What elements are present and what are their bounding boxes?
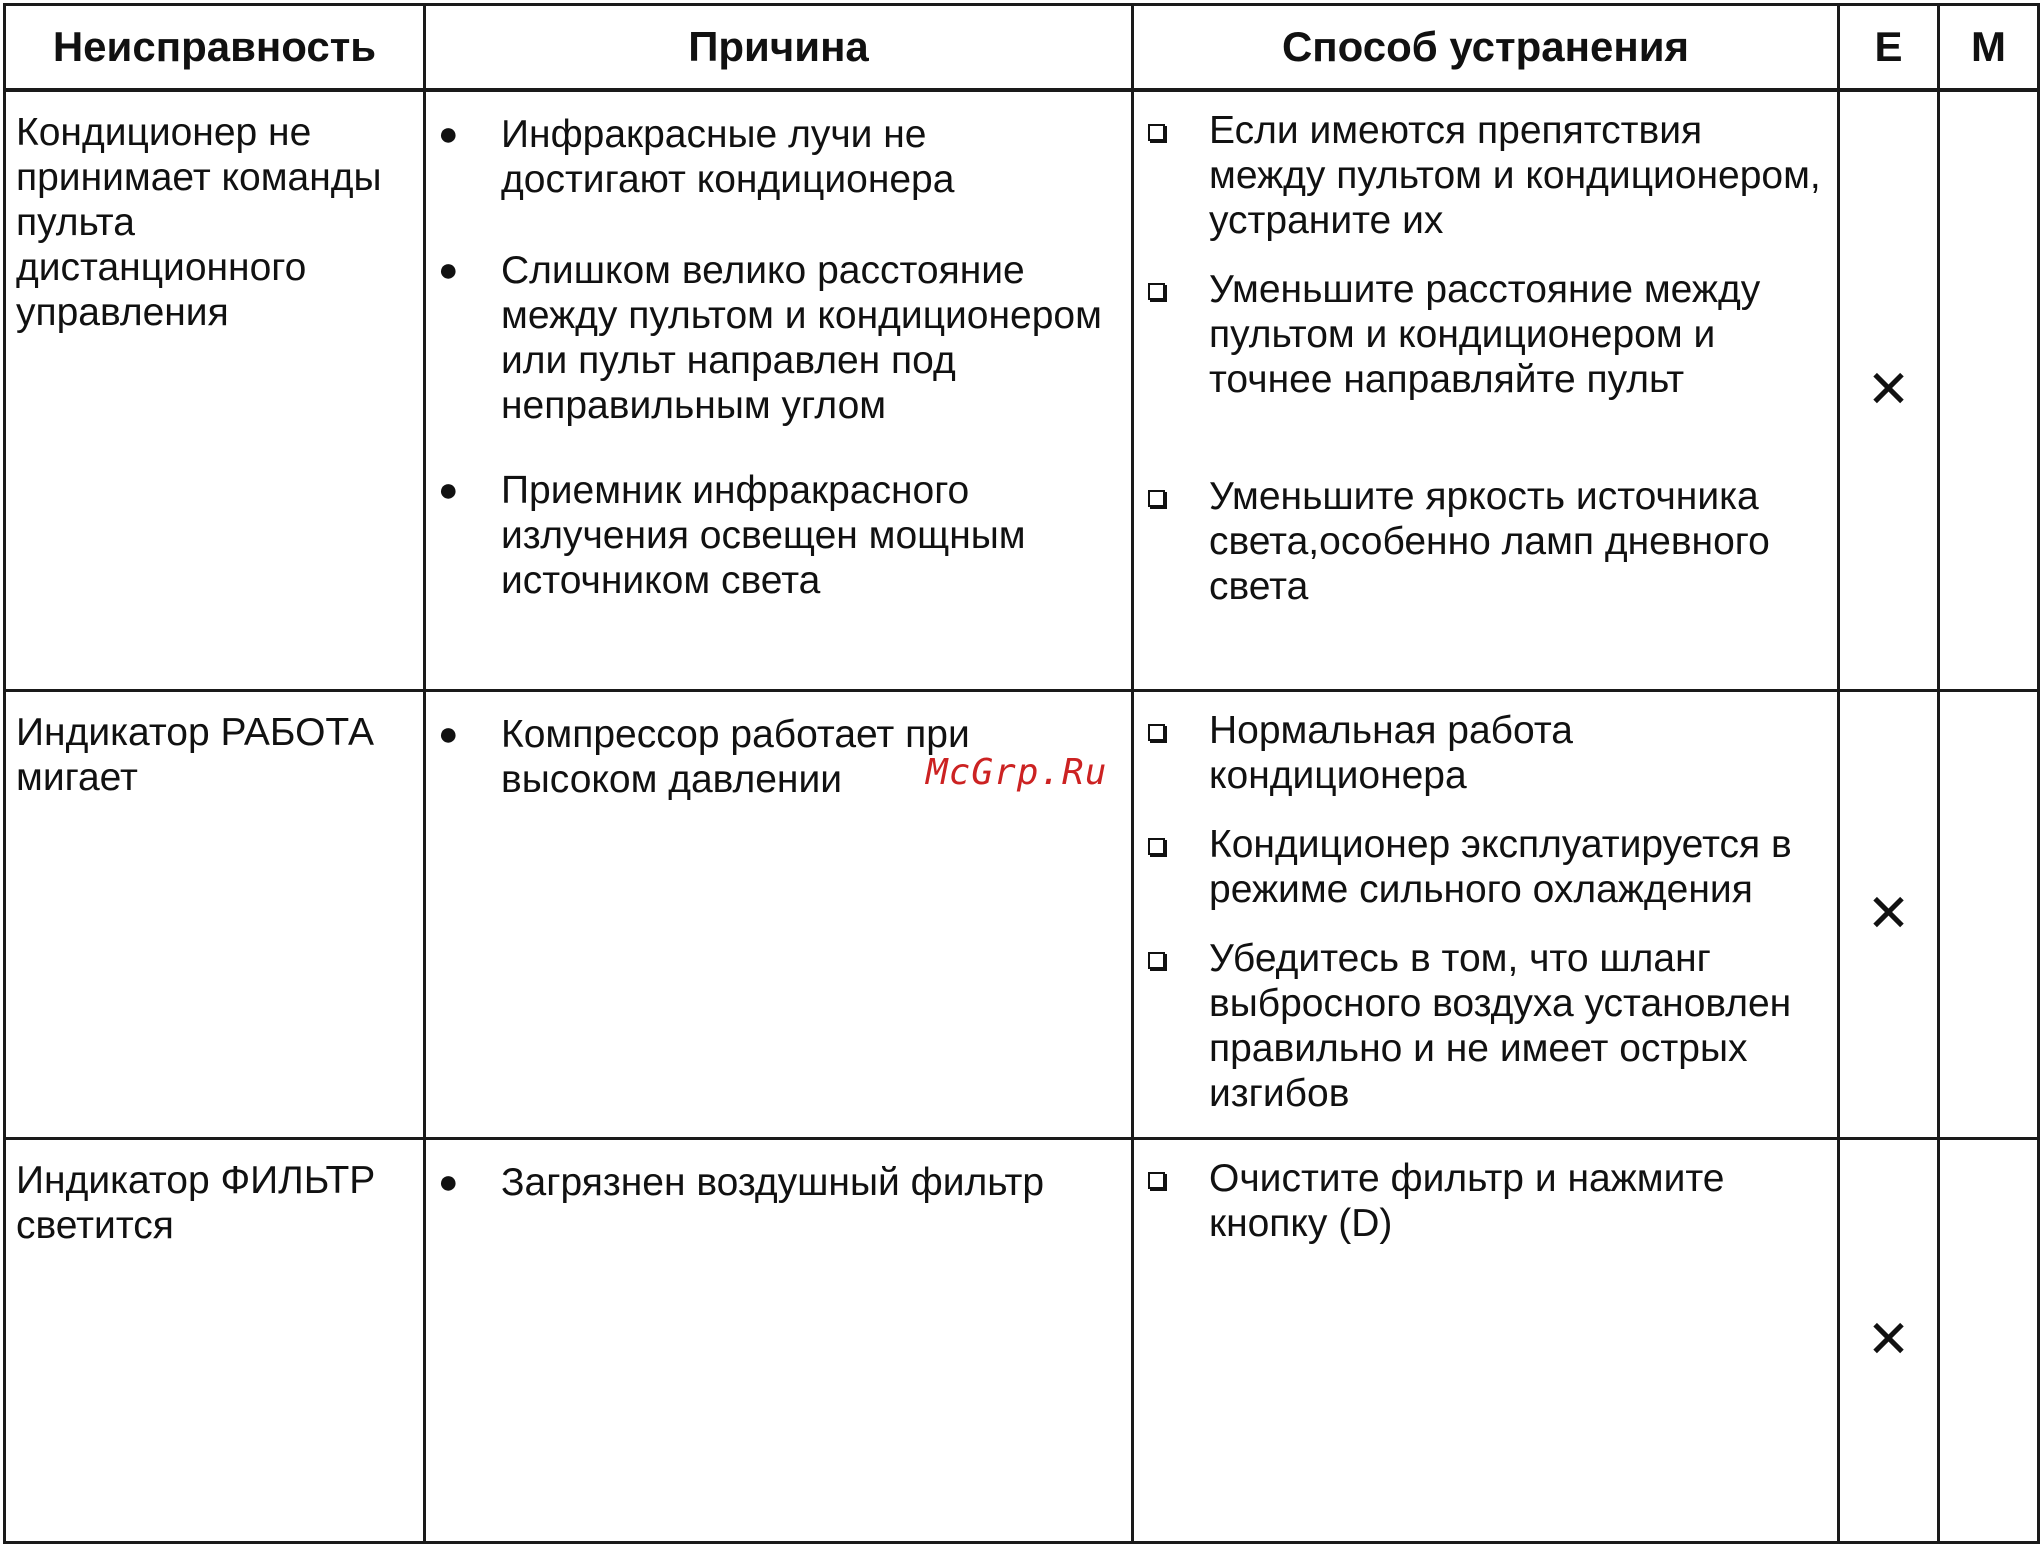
fault-cell (5, 690, 425, 1138)
m-cell (1939, 90, 2039, 690)
checkbox-icon (1148, 283, 1165, 300)
fix-text: Очистите фильтр и нажмите кнопку (D) (1209, 1156, 1725, 1245)
fault-cell (5, 1138, 425, 1543)
table-header-row (5, 5, 2039, 91)
m-cell (1939, 690, 2039, 1138)
fix-text: Убедитесь в том, что шланг выбросного воздуха установлен правильно и не имеет острых изгибов (1209, 936, 1792, 1115)
cause-text: Компрессор работает при высоком давлении (501, 712, 970, 801)
checkbox-icon (1148, 952, 1165, 969)
fault-text: Индикатор РАБОТА мигает (16, 710, 374, 799)
cross-mark-icon: ✕ (1866, 360, 1911, 421)
fix-item (1134, 267, 1837, 402)
fix-item (1134, 474, 1837, 609)
bullet-icon: ● (438, 251, 459, 289)
cause-text: Слишком велико расстояние между пультом и кондиционером или пульт направлен под неправильным углом (501, 249, 1102, 427)
checkbox-icon (1148, 838, 1165, 855)
fix-text: Уменьшите расстояние между пультом и кондиционером и точнее направляйте пульт (1209, 268, 1761, 401)
cause-item (426, 1160, 1131, 1205)
fault-cell (5, 90, 425, 690)
bullet-icon: ● (438, 1162, 459, 1201)
cause-item (426, 248, 1131, 428)
cause-text: Инфракрасные лучи не достигают кондиционера (501, 113, 955, 201)
bullet-icon: ● (438, 714, 459, 753)
fault-text: Кондиционер не принимает команды пульта дистанционного управления (16, 111, 382, 334)
fix-text: Кондиционер эксплуатируется в режиме сильного охлаждения (1209, 822, 1792, 911)
fix-cell (1133, 1138, 1839, 1543)
fix-cell (1133, 90, 1839, 690)
fix-cell (1133, 690, 1839, 1138)
fix-item (1134, 822, 1837, 912)
cause-text: Загрязнен воздушный фильтр (501, 1160, 1045, 1204)
fix-item (1134, 936, 1837, 1116)
cause-cell (425, 1138, 1133, 1543)
fix-text: Уменьшите яркость источника света,особенно ламп дневного света (1209, 475, 1770, 608)
fix-list (1134, 92, 1837, 609)
header-m: M (1939, 5, 2039, 91)
fix-list (1134, 692, 1837, 1116)
watermark-text: McGrp.Ru (926, 752, 1108, 793)
e-cell (1839, 690, 1939, 1138)
fix-item (1134, 1156, 1837, 1246)
e-cell (1839, 90, 1939, 690)
bullet-icon: ● (438, 115, 459, 153)
cause-cell (425, 90, 1133, 690)
cross-mark-icon: ✕ (1866, 884, 1911, 944)
cause-item (426, 112, 1131, 202)
cause-text: Приемник инфракрасного излучения освещен мощным источником света (501, 469, 1026, 602)
cross-mark-icon: ✕ (1866, 1310, 1911, 1371)
fault-text: Индикатор ФИЛЬТР светится (16, 1158, 376, 1247)
bullet-icon: ● (438, 471, 459, 509)
table-row (5, 1138, 2039, 1543)
checkbox-icon (1148, 124, 1165, 141)
cause-list (426, 1140, 1131, 1205)
header-fix: Способ устранения (1133, 5, 1839, 91)
fix-item (1134, 708, 1837, 798)
header-cause: Причина (425, 5, 1133, 91)
header-e: E (1839, 5, 1939, 91)
checkbox-icon (1148, 1172, 1165, 1189)
cause-list (426, 92, 1131, 603)
header-fault: Неисправность (5, 5, 425, 91)
table-row (5, 90, 2039, 690)
e-cell (1839, 1138, 1939, 1543)
checkbox-icon (1148, 490, 1165, 507)
fix-list (1134, 1140, 1837, 1246)
fix-text: Если имеются препятствия между пультом и кондиционером, устраните их (1209, 109, 1821, 242)
fix-item (1134, 108, 1837, 243)
checkbox-icon (1148, 724, 1165, 741)
cause-item (426, 468, 1131, 603)
fix-text: Нормальная работа кондиционера (1209, 708, 1573, 797)
m-cell (1939, 1138, 2039, 1543)
